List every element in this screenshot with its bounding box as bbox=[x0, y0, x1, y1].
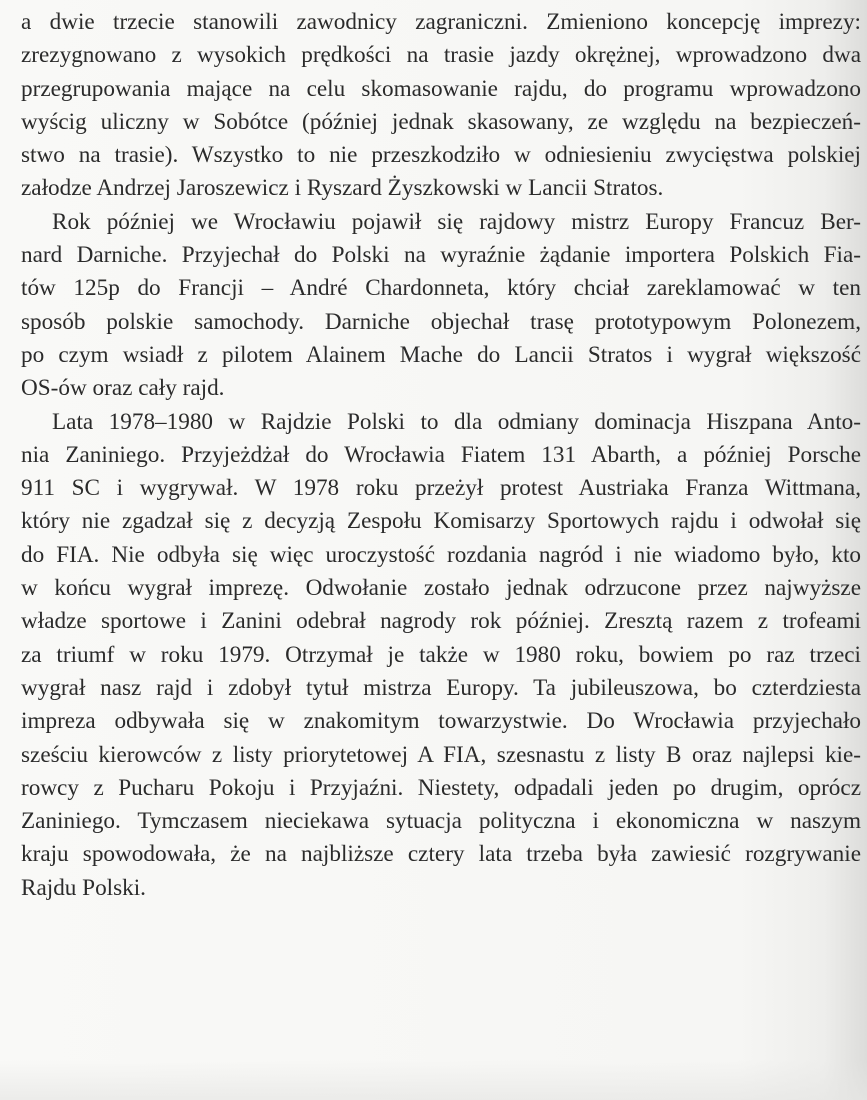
text-line: władze sportowe i Zanini odebrał nagrody rok później. Zresztą razem z trofeami bbox=[21, 608, 861, 635]
text-line: wyścig uliczny w Sobótce (później jednak skasowany, ze względu na bezpieczeń- bbox=[21, 108, 861, 135]
text-line: a dwie trzecie stanowili zawodnicy zagraniczni. Zmieniono koncepcję imprezy: bbox=[21, 9, 861, 35]
text-line: kraju spowodowała, że na najbliższe cztery lata trzeba była zawiesić rozgrywanie bbox=[21, 841, 861, 868]
paragraph bbox=[21, 206, 861, 406]
text-line: Rok później we Wrocławiu pojawił się rajdowy mistrz Europy Francuz Ber- bbox=[52, 208, 861, 235]
text-line: do FIA. Nie odbyła się więc uroczystość rozdania nagród i nie wiadomo było, kto bbox=[21, 541, 861, 568]
text-line: sposób polskie samochody. Darniche objechał trasę prototypowym Polonezem, bbox=[21, 308, 861, 335]
text-line: rowcy z Pucharu Pokoju i Przyjaźni. Niestety, odpadali jeden po drugim, oprócz bbox=[21, 774, 861, 801]
text-line: za triumf w roku 1979. Otrzymał je także w 1980 roku, bowiem po raz trzeci bbox=[21, 641, 861, 668]
paragraph bbox=[21, 406, 861, 905]
text-line: impreza odbywała się w znakomitym towarzystwie. Do Wrocławia przyjechało bbox=[21, 708, 861, 735]
text-line: w końcu wygrał imprezę. Odwołanie zostało jednak odrzucone przez najwyższe bbox=[21, 575, 861, 602]
text-line: tów 125p do Francji – André Chardonneta, który chciał zareklamować w ten bbox=[21, 275, 861, 302]
text-line: Lata 1978–1980 w Rajdzie Polski to dla odmiany dominacja Hiszpana Anto- bbox=[52, 408, 861, 435]
text-line: Zaniniego. Tymczasem nieciekawa sytuacja polityczna i ekonomiczna w naszym bbox=[21, 808, 861, 835]
text-line: nia Zaniniego. Przyjeżdżał do Wrocławia Fiatem 131 Abarth, a później Porsche bbox=[21, 441, 861, 468]
text-line: Rajdu Polski. bbox=[21, 874, 146, 901]
text-line: zrezygnowano z wysokich prędkości na trasie jazdy okrężnej, wprowadzono dwa bbox=[21, 42, 861, 69]
page-bottom-shadow bbox=[0, 1060, 867, 1100]
text-line: OS-ów oraz cały rajd. bbox=[21, 375, 225, 402]
text-line: wygrał nasz rajd i zdobył tytuł mistrza Europy. Ta jubileuszowa, bo czterdziesta bbox=[21, 674, 861, 701]
text-line: 911 SC i wygrywał. W 1978 roku przeżył protest Austriaka Franza Wittmana, bbox=[21, 475, 861, 502]
text-line: przegrupowania mające na celu skomasowanie rajdu, do programu wprowadzono bbox=[21, 75, 861, 102]
text-line: nard Darniche. Przyjechał do Polski na wyraźnie żądanie importera Polskich Fia- bbox=[21, 242, 861, 269]
text-line: stwo na trasie). Wszystko to nie przeszkodziło w odniesieniu zwycięstwa polskiej bbox=[21, 142, 861, 169]
page-text bbox=[21, 6, 861, 905]
text-line: załodze Andrzej Jaroszewicz i Ryszard Żyszkowski w Lancii Stratos. bbox=[21, 175, 664, 202]
text-line: sześciu kierowców z listy priorytetowej A FIA, szesnastu z listy B oraz najlepsi kie- bbox=[21, 741, 861, 768]
text-line: który nie zgadzał się z decyzją Zespołu Komisarzy Sportowych rajdu i odwołał się bbox=[21, 508, 861, 535]
paragraph bbox=[21, 6, 861, 206]
text-line: po czym wsiadł z pilotem Alainem Mache do Lancii Stratos i wygrał większość bbox=[21, 341, 861, 368]
